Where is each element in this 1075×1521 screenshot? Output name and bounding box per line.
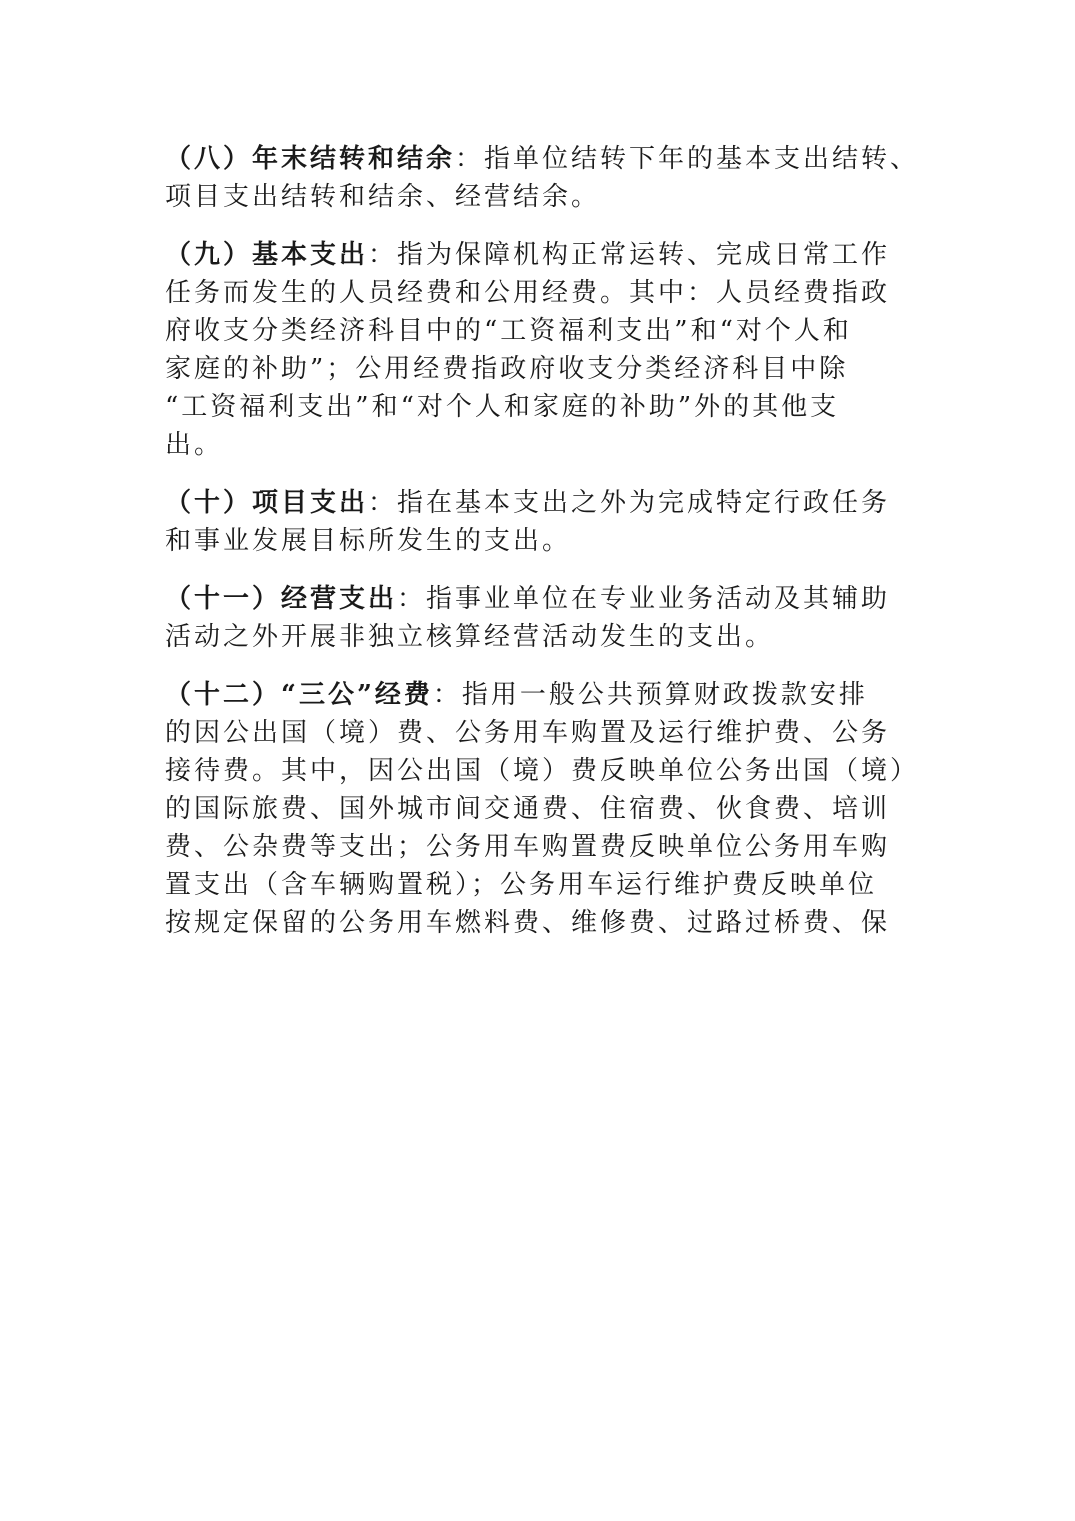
line-text: ：指为保障机构正常运转、完成日常工作 <box>368 240 891 270</box>
line-text: 府收支分类经济科目中的“工资福利支出”和“对个人和 <box>165 316 852 346</box>
document-body <box>165 140 945 962</box>
line-text: 出。 <box>165 430 224 460</box>
line-text: 和事业发展目标所发生的支出。 <box>165 526 572 556</box>
term-heading: （十二）“三公”经费 <box>165 680 433 710</box>
line-text: 家庭的补助”；公用经费指政府收支分类经济科目中除 <box>165 354 849 384</box>
text-line <box>165 676 945 714</box>
term-heading: （九）基本支出 <box>165 240 369 270</box>
text-line <box>165 236 945 274</box>
text-line <box>165 312 945 350</box>
line-text: 的因公出国（境）费、公务用车购置及运行维护费、公务 <box>165 718 891 748</box>
line-text: ：指用一般公共预算财政拨款安排 <box>432 680 868 710</box>
term-heading: （八）年末结转和结余 <box>165 144 456 174</box>
text-line <box>165 904 945 942</box>
term-heading: （十）项目支出 <box>165 488 369 518</box>
text-line <box>165 274 945 312</box>
text-line <box>165 140 945 178</box>
line-text: ：指在基本支出之外为完成特定行政任务 <box>368 488 891 518</box>
text-line <box>165 178 945 216</box>
paragraph-project-expenditure <box>165 484 945 560</box>
line-text: ：指事业单位在专业业务活动及其辅助 <box>397 584 891 614</box>
line-text: 项目支出结转和结余、经营结余。 <box>165 182 601 212</box>
paragraph-year-end-carryover <box>165 140 945 216</box>
text-line <box>165 484 945 522</box>
text-line <box>165 866 945 904</box>
line-text: 置支出（含车辆购置税）；公务用车运行维护费反映单位 <box>165 870 878 900</box>
text-line <box>165 350 945 388</box>
text-line <box>165 388 945 426</box>
line-text: 活动之外开展非独立核算经营活动发生的支出。 <box>165 622 775 652</box>
line-text: 接待费。其中，因公出国（境）费反映单位公务出国（境） <box>165 756 920 786</box>
text-line <box>165 828 945 866</box>
text-line <box>165 752 945 790</box>
line-text: 费、公杂费等支出；公务用车购置费反映单位公务用车购 <box>165 832 891 862</box>
paragraph-basic-expenditure <box>165 236 945 464</box>
text-line <box>165 580 945 618</box>
text-line <box>165 714 945 752</box>
line-text: “工资福利支出”和“对个人和家庭的补助”外的其他支 <box>165 392 840 422</box>
text-line <box>165 790 945 828</box>
term-heading: （十一）经营支出 <box>165 584 398 614</box>
text-line <box>165 618 945 656</box>
line-text: ：指单位结转下年的基本支出结转、 <box>455 144 920 174</box>
line-text: 任务而发生的人员经费和公用经费。其中：人员经费指政 <box>165 278 891 308</box>
paragraph-operating-expenditure <box>165 580 945 656</box>
text-line <box>165 426 945 464</box>
text-line <box>165 522 945 560</box>
line-text: 的国际旅费、国外城市间交通费、住宿费、伙食费、培训 <box>165 794 891 824</box>
paragraph-three-public-expenses <box>165 676 945 942</box>
line-text: 按规定保留的公务用车燃料费、维修费、过路过桥费、保 <box>165 908 891 938</box>
